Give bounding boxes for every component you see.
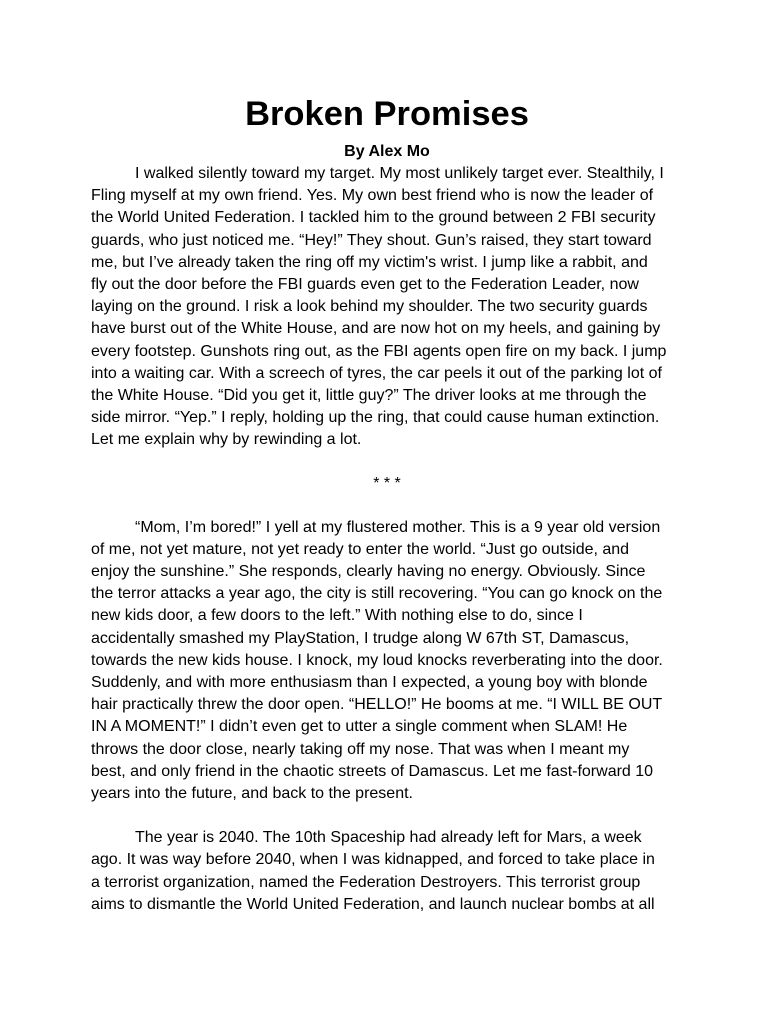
text-line: side mirror. “Yep.” I reply, holding up the ring, that could cause human extinction.	[91, 409, 660, 427]
text-line: the World United Federation. I tackled him to the ground between 2 FBI security	[91, 209, 656, 227]
text-line: a terrorist organization, named the Federation Destroyers. This terrorist group	[91, 873, 641, 891]
text-line: accidentally smashed my PlayStation, I trudge along W 67th ST, Damascus,	[91, 629, 630, 647]
text-line: the White House. “Did you get it, little guy?” The driver looks at me through the	[91, 387, 647, 405]
text-line: of me, not yet mature, not yet ready to enter the world. “Just go outside, and	[91, 540, 630, 558]
text-line: laying on the ground. I risk a look behind my shoulder. The two security guards	[91, 298, 648, 316]
text-line: IN A MOMENT!” I didn’t even get to utter a single comment when SLAM! He	[91, 718, 628, 736]
text-line: me, but I’ve already taken the ring off my victim's wrist. I jump like a rabbit, and	[91, 253, 648, 271]
author-byline: By Alex Mo	[344, 143, 430, 160]
text-line: best, and only friend in the chaotic streets of Damascus. Let me fast-forward 10	[91, 762, 654, 780]
text-line: Let me explain why by rewinding a lot.	[91, 431, 362, 449]
text-line: towards the new kids house. I knock, my loud knocks reverberating into the door.	[91, 651, 663, 669]
text-line: throws the door close, nearly taking off my nose. That was when I meant my	[91, 740, 630, 758]
text-line: Suddenly, and with more enthusiasm than I expected, a young boy with blonde	[91, 674, 648, 692]
text-line: years into the future, and back to the present.	[91, 785, 413, 803]
text-line: the terror attacks a year ago, the city is still recovering. “You can go knock on the	[91, 585, 663, 603]
paragraph-1	[91, 163, 683, 452]
paragraph-2	[91, 517, 683, 806]
paragraph-3	[91, 827, 683, 916]
text-line: have burst out of the White House, and are now hot on my heels, and gaining by	[91, 320, 661, 338]
text-line: hair practically threw the door open. “HELLO!” He booms at me. “I WILL BE OUT	[91, 696, 663, 714]
paragraph-gap	[91, 805, 683, 827]
text-line: new kids door, a few doors to the left.” With nothing else to do, since I	[91, 607, 583, 625]
text-line: Fling myself at my own friend. Yes. My own best friend who is now the leader of	[91, 187, 654, 205]
text-line: every footstep. Gunshots ring out, as the FBI agents open fire on my back. I jump	[91, 342, 667, 360]
text-line: aims to dismantle the World United Federation, and launch nuclear bombs at all	[91, 895, 655, 913]
text-line: ago. It was way before 2040, when I was kidnapped, and forced to take place in	[91, 851, 655, 869]
document-title: Broken Promises	[245, 95, 529, 133]
text-line: “Mom, I’m bored!” I yell at my flustered mother. This is a 9 year old version	[135, 518, 661, 536]
text-line: The year is 2040. The 10th Spaceship had already left for Mars, a week	[135, 829, 642, 847]
text-line: I walked silently toward my target. My most unlikely target ever. Stealthily, I	[135, 165, 664, 182]
document-page	[91, 92, 683, 916]
text-line: fly out the door before the FBI guards even get to the Federation Leader, now	[91, 276, 639, 294]
text-line: guards, who just noticed me. “Hey!” They shout. Gun’s raised, they start toward	[91, 231, 652, 249]
section-separator: * * *	[373, 474, 401, 492]
text-line: into a waiting car. With a screech of tyres, the car peels it out of the parking lot of	[91, 364, 662, 382]
text-line: enjoy the sunshine.” She responds, clearly having no energy. Obviously. Since	[91, 563, 646, 581]
